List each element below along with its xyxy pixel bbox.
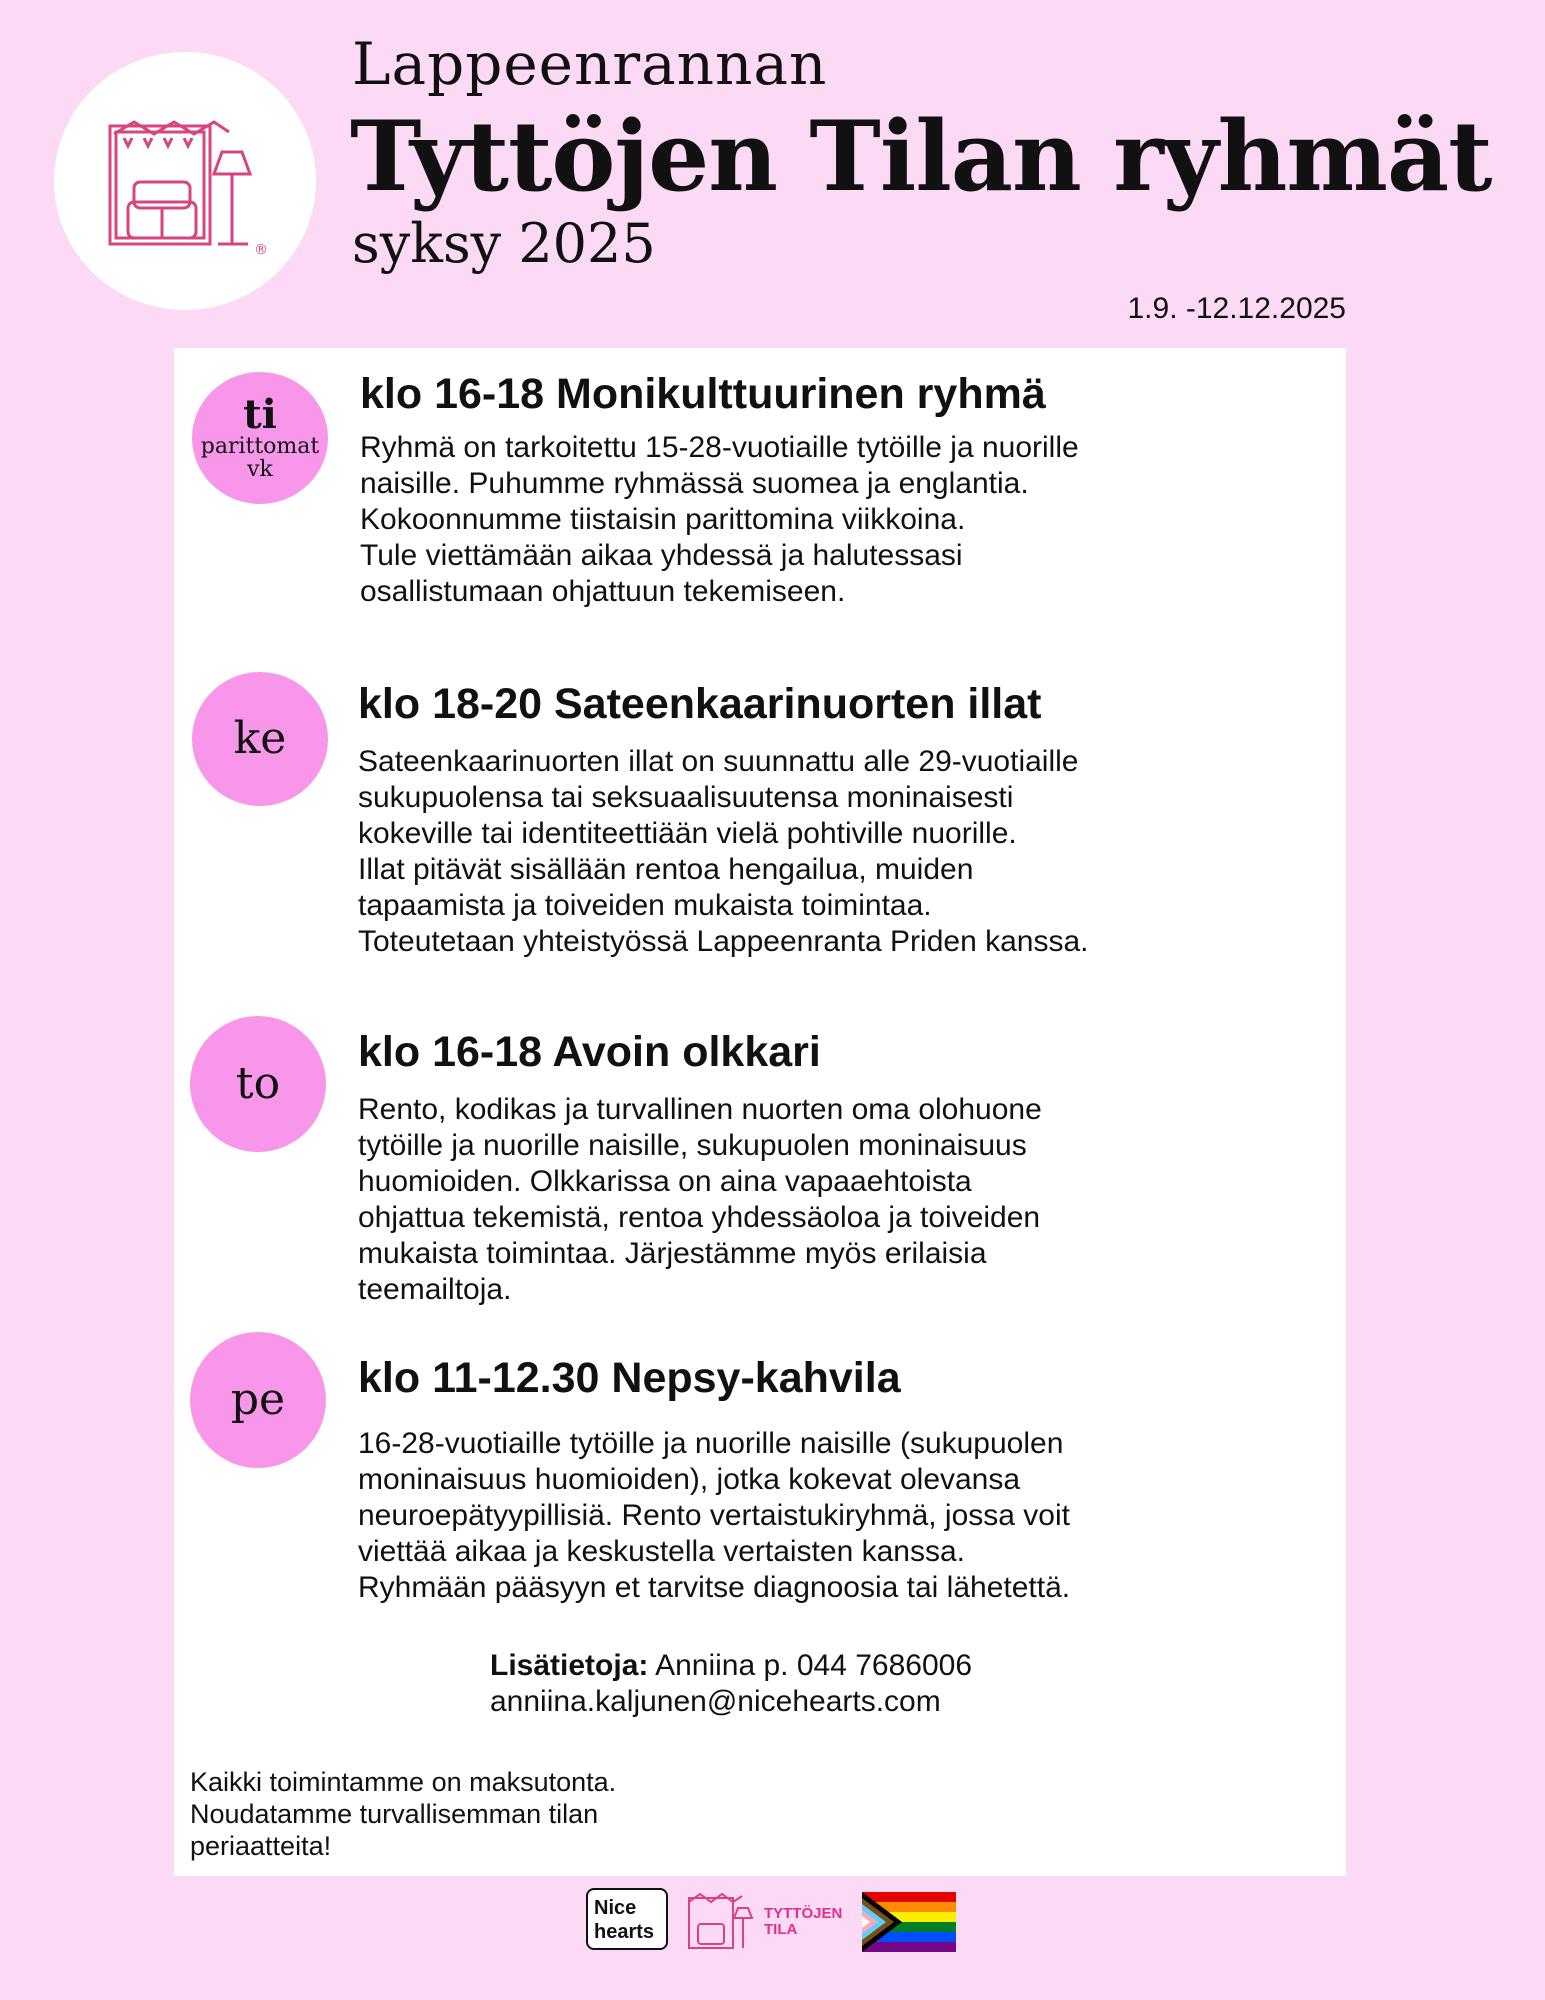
day-badge-to — [190, 1016, 326, 1152]
footer-line: Noudatamme turvallisemman tilan — [190, 1799, 599, 1829]
group-description — [358, 1426, 1278, 1606]
description-line: viettää aikaa ja keskustella vertaisten kanssa. — [358, 1535, 965, 1568]
page-title: Tyttöjen Tilan ryhmät — [350, 100, 1492, 213]
description-line: neuroepätyypillisiä. Rento vertaistukiryhmä, jossa voit — [358, 1499, 1070, 1532]
description-line: ohjattua tekemistä, rentoa yhdessäoloa ja toiveiden — [358, 1201, 1041, 1234]
wordmark-line: TYTTÖJEN — [764, 1905, 843, 1922]
description-line: huomioiden. Olkkarissa on aina vapaaehtoista — [358, 1165, 972, 1198]
group-description — [358, 744, 1278, 960]
progress-pride-flag-icon — [862, 1892, 956, 1952]
living-room-icon — [104, 112, 274, 262]
day-note: parittomat — [200, 433, 320, 459]
group-description — [358, 1092, 1278, 1308]
nicehearts-logo — [586, 1888, 668, 1950]
description-line: 16-28-vuotiaille tytöille ja nuorille naisille (sukupuolen — [358, 1427, 1064, 1460]
group-title: klo 11-12.30 Nepsy-kahvila — [358, 1354, 901, 1402]
day-label: to — [235, 1058, 281, 1109]
tyttojen-tila-wordmark — [764, 1906, 842, 1938]
header-season: syksy 2025 — [352, 212, 656, 275]
header-city: Lappeenrannan — [352, 30, 828, 98]
description-line: Rento, kodikas ja turvallinen nuorten oma olohuone — [358, 1093, 1042, 1126]
contact-phone: Anniina p. 044 7686006 — [655, 1649, 973, 1682]
description-line: Ryhmä on tarkoitettu 15-28-vuotiaille tytöille ja nuorille — [360, 431, 1079, 464]
nicehearts-text-1: Nice — [594, 1897, 637, 1919]
description-line: mukaista toimintaa. Järjestämme myös erilaisia — [358, 1237, 987, 1270]
footer-note — [190, 1766, 616, 1862]
description-line: naisille. Puhumme ryhmässä suomea ja englantia. — [360, 467, 1029, 500]
description-line: Illat pitävät sisällään rentoa hengailua, muiden — [358, 853, 974, 886]
group-title: klo 16-18 Avoin olkkari — [358, 1028, 821, 1076]
day-note: vk — [247, 457, 273, 482]
description-line: sukupuolensa tai seksuaalisuutensa moninaisesti — [358, 781, 1014, 814]
contact-label: Lisätietoja: — [490, 1649, 649, 1682]
wordmark-line: TILA — [764, 1921, 798, 1938]
group-description — [360, 430, 1280, 610]
description-line: Toteutetaan yhteistyössä Lappeenranta Priden kanssa. — [358, 925, 1089, 958]
group-title: klo 18-20 Sateenkaarinuorten illat — [358, 680, 1042, 728]
svg-text:®: ® — [254, 242, 268, 258]
day-label: pe — [230, 1374, 286, 1425]
day-badge-pe — [190, 1332, 326, 1468]
description-line: moninaisuus huomioiden), jotka kokevat olevansa — [358, 1463, 1021, 1496]
description-line: Sateenkaarinuorten illat on suunnattu alle 29-vuotiaille — [358, 745, 1079, 778]
tyttojen-tila-logo — [54, 52, 316, 310]
day-label: ke — [233, 713, 287, 764]
description-line: osallistumaan ohjattuun tekemiseen. — [360, 575, 846, 608]
nicehearts-text-2: hearts — [594, 1921, 655, 1943]
date-range: 1.9. -12.12.2025 — [1127, 292, 1346, 325]
description-line: tapaamista ja toiveiden mukaista toimintaa. — [358, 889, 932, 922]
description-line: Kokoonnumme tiistaisin parittomina viikkoina. — [360, 503, 966, 536]
group-title: klo 16-18 Monikulttuurinen ryhmä — [360, 370, 1046, 418]
day-badge-ti — [192, 372, 328, 504]
footer-line: periaatteita! — [190, 1831, 332, 1861]
tyttojen-tila-small-icon — [686, 1890, 758, 1952]
contact-line — [490, 1648, 972, 1684]
description-line: teemailtoja. — [358, 1273, 512, 1306]
footer-line: Kaikki toimintamme on maksutonta. — [190, 1767, 617, 1797]
contact-info — [490, 1648, 972, 1720]
description-line: Tule viettämään aikaa yhdessä ja halutessasi — [360, 539, 963, 572]
contact-email[interactable]: anniina.kaljunen@nicehearts.com — [490, 1685, 941, 1718]
description-line: tytöille ja nuorille naisille, sukupuolen moninaisuus — [358, 1129, 1027, 1162]
day-label: ti — [243, 390, 277, 438]
day-badge-ke — [192, 672, 328, 806]
description-line: Ryhmään pääsyyn et tarvitse diagnoosia tai lähetettä. — [358, 1571, 1071, 1604]
description-line: kokeville tai identiteettiään vielä pohtiville nuorille. — [358, 817, 1017, 850]
